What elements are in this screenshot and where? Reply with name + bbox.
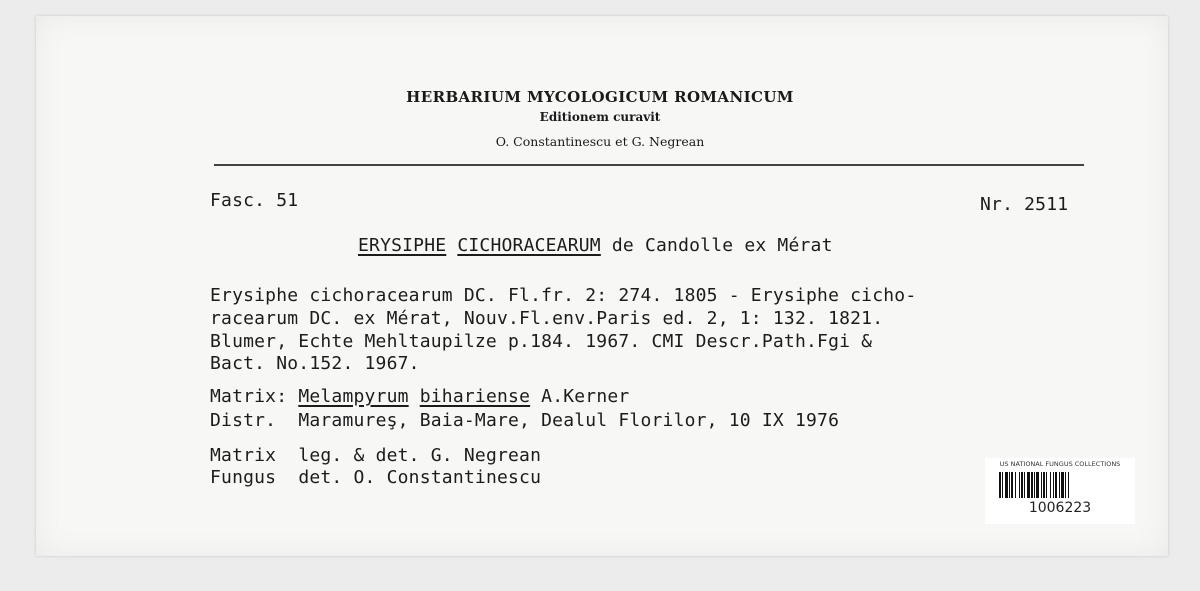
- distr-text: Maramureş, Baia-Mare, Dealul Florilor, 10 IX 1976: [298, 410, 840, 431]
- matrix-label: Matrix:: [210, 386, 288, 407]
- species-epithet: CICHORACEARUM: [457, 235, 601, 256]
- species-name: [358, 235, 833, 256]
- matrix-epithet: bihariense: [419, 386, 531, 407]
- matrix-collector-line: [210, 445, 541, 466]
- herbarium-subtitle: Editionem curavit: [539, 110, 661, 124]
- matrix-leg-text: leg. & det. G. Negrean: [298, 445, 542, 466]
- fungus-text: det. O. Constantinescu: [298, 467, 542, 488]
- distribution-line: [210, 410, 839, 431]
- header-divider: [214, 164, 1084, 166]
- exsiccata-number: Nr. 2511: [980, 194, 1069, 215]
- reference-line-1: Erysiphe cichoracearum DC. Fl.fr. 2: 274. 1805 - Erysiphe cicho-: [210, 285, 917, 306]
- reference-line-4: Bact. No.152. 1967.: [210, 353, 420, 374]
- fascicle-number: Fasc. 51: [210, 190, 299, 211]
- reference-line-3: Blumer, Echte Mehltaupilze p.184. 1967. CMI Descr.Path.Fgi &: [210, 331, 873, 352]
- fungus-label: Fungus: [210, 467, 277, 488]
- barcode-label: [985, 458, 1135, 524]
- herbarium-editors: O. Constantinescu et G. Negrean: [495, 134, 705, 149]
- matrix-genus: Melampyrum: [298, 386, 409, 407]
- herbarium-title: HERBARIUM MYCOLOGICUM ROMANICUM: [406, 88, 794, 106]
- barcode-icon: [999, 472, 1121, 498]
- matrix-leg-label: Matrix: [210, 445, 277, 466]
- species-author: de Candolle ex Mérat: [611, 235, 833, 256]
- matrix-author: A.Kerner: [541, 386, 630, 407]
- barcode-number: 1006223: [1028, 500, 1092, 516]
- species-genus: ERYSIPHE: [358, 235, 447, 256]
- matrix-line: [210, 386, 629, 407]
- distr-label: Distr.: [210, 410, 277, 431]
- barcode-caption: US NATIONAL FUNGUS COLLECTIONS: [999, 460, 1121, 468]
- reference-line-2: racearum DC. ex Mérat, Nouv.Fl.env.Paris ed. 2, 1: 132. 1821.: [210, 308, 884, 329]
- fungus-determiner-line: [210, 467, 541, 488]
